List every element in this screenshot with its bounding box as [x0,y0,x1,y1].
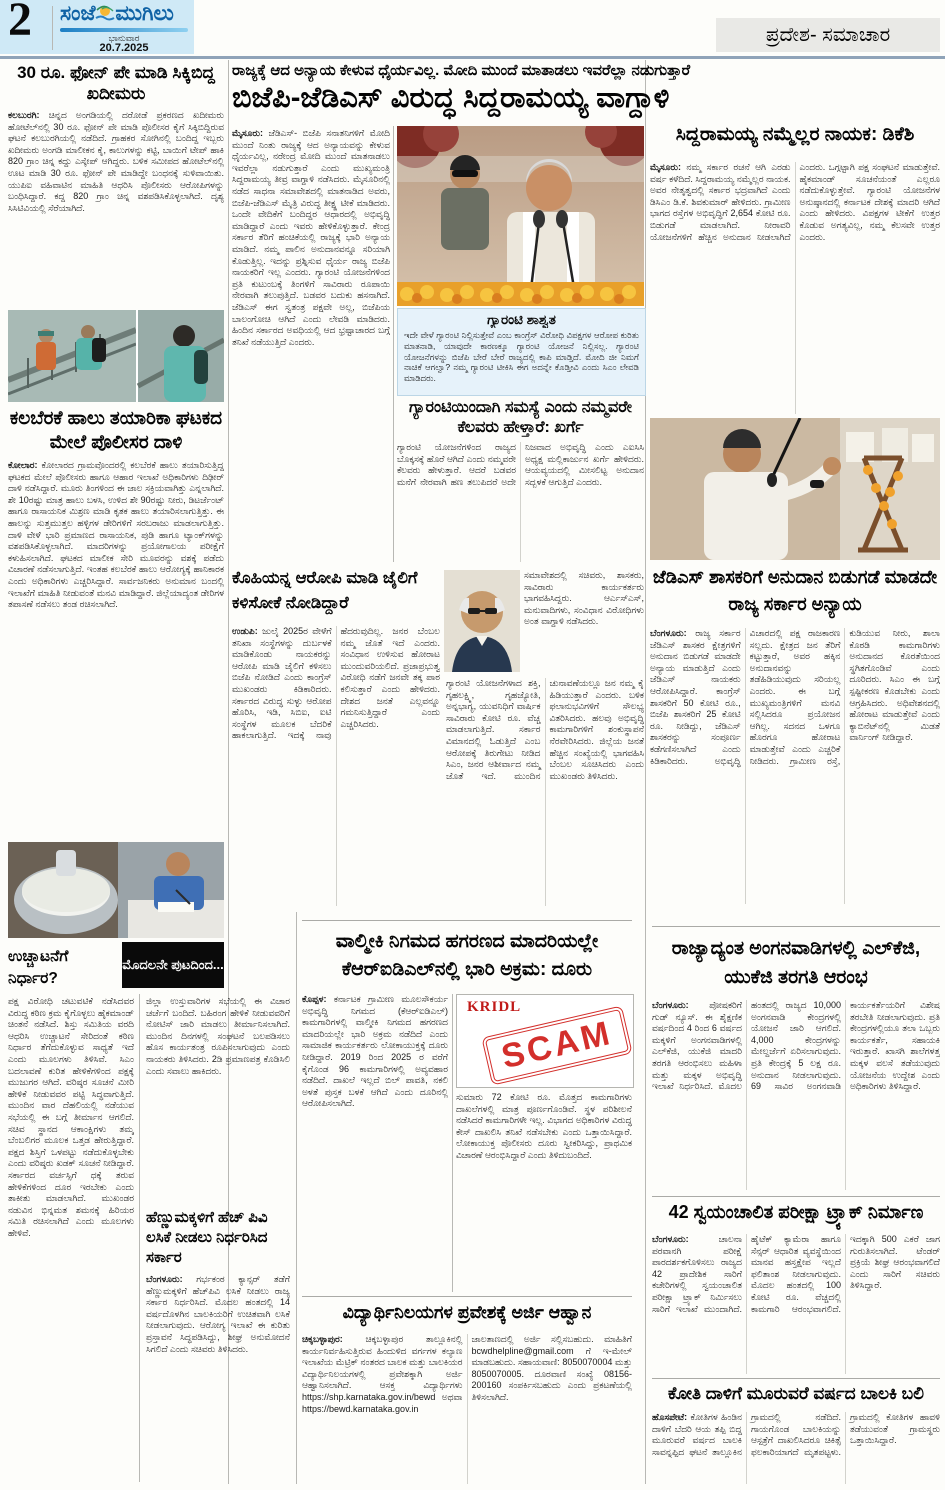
section-title: ಪ್ರದೇಶ- ಸಮಾಚಾರ [716,18,940,52]
hpv-dateline: ಬೆಂಗಳೂರು: [146,1274,197,1284]
milk-vat-inspection-photo [8,842,224,938]
page-number: 2 [8,0,32,46]
hpv-body [146,1274,290,1482]
track-headline: 42 ಸ್ವಯಂಚಾಲಿತ ಪರೀಕ್ಷಾ ಟ್ರ್ಯಾಕ್ ನಿರ್ಮಾಣ [668,1202,924,1222]
divider-monkey [652,1378,940,1379]
jds-dateline: ಬೆಂಗಳೂರು: [650,628,696,638]
kharge-text: ಜುಲೈ 2025ರ ವೇಳೆಗೆ ತನಿಖಾ ಸಂಸ್ಥೆಗಳನ್ನು ದುರ್ಬಳಕೆ ಮಾಡಿಕೊಂಡು ನಾಯಕರನ್ನು ಆರೋಪಿ ಮಾಡಿ ಜೈಲಿಗೆ ಕಳಿಸಲು ಬಿಜೆಪಿ ನೋಡಿದೆ ಎಂದು ಕಾಂಗ್ರೆಸ್ ಮುಖಂಡರು ಕಿಡಿಕಾರಿದರು. ಸರ್ಕಾರದ ವಿರುದ್ಧ ಸುಳ್ಳು ಆರೋಪ ಹೊರಿಸಿ, ಇಡಿ, ಸಿಬಿಐ, ಐಟಿ ಸಂಸ್ಥೆಗಳ ಮೂಲಕ ಬೆದರಿಕೆ ಹಾಕಲಾಗುತ್ತಿದೆ. ಇದಕ್ಕೆ ನಾವು ಹೆದರುವುದಿಲ್ಲ. ಜನರ ಬೆಂಬಲ ನಮ್ಮ ಜೊತೆ ಇದೆ ಎಂದರು. ಸಂವಿಧಾನ ಉಳಿಸುವ ಹೋರಾಟ ಮುಂದುವರಿಯಲಿದೆ. ಪ್ರಜಾಪ್ರಭುತ್ವ ವಿರೋಧಿ ನಡೆಗೆ ಜನವೇ ತಕ್ಕ ಪಾಠ ಕಲಿಸುತ್ತಾರೆ ಎಂದು ಹೇಳಿದರು. ದೇಶದ ಜನತೆ ಎಲ್ಲವನ್ನೂ ಗಮನಿಸುತ್ತಿದ್ದಾರೆ ಎಂದು ಎಚ್ಚರಿಸಿದರು. [232,626,440,741]
hpv-text: ಗರ್ಭಕಂಠ ಕ್ಯಾನ್ಸರ್ ತಡೆಗೆ ಹೆಣ್ಣುಮಕ್ಕಳಿಗೆ ಹೆಚ್‌ಪಿವಿ ಲಸಿಕೆ ನೀಡಲು ರಾಜ್ಯ ಸರ್ಕಾರ ನಿರ್ಧರಿಸಿದೆ. ಮೊದಲ ಹಂತದಲ್ಲಿ 14 ವರ್ಷದೊಳಗಿನ ಬಾಲಕಿಯರಿಗೆ ಉಚಿತವಾಗಿ ಲಸಿಕೆ ನೀಡಲಾಗುವುದು. ಆರೋಗ್ಯ ಇಲಾಖೆ ಈ ಕುರಿತು ಪ್ರಸ್ತಾವನೆ ಸಿದ್ಧಪಡಿಸಿದ್ದು, ಶೀಘ್ರ ಅನುಮೋದನೆ ಸಿಗಲಿದೆ ಎಂದು ಸಚಿವರು ತಿಳಿಸಿದರು. [146,1274,290,1354]
continued-label: ಮೊದಲನೇ ಪುಟದಿಂದ... [122,956,224,972]
jds-body [650,628,940,904]
date-label: 20.7.2025 [99,42,149,54]
hostel-dateline: ಚಿಕ್ಕಬಳ್ಳಾಪುರ: [302,1334,366,1344]
masthead-title [60,2,192,28]
jds-text: ರಾಜ್ಯ ಸರ್ಕಾರ ಜೆಡಿಎಸ್ ಶಾಸಕರ ಕ್ಷೇತ್ರಗಳಿಗೆ ಅನುದಾನ ಬಿಡುಗಡೆ ಮಾಡದೇ ಅನ್ಯಾಯ ಮಾಡುತ್ತಿದೆ ಎಂದು ಜೆಡಿಎಸ್ ನಾಯಕರು ಆರೋಪಿಸಿದ್ದಾರೆ. ಕಾಂಗ್ರೆಸ್ ಶಾಸಕರಿಗೆ 50 ಕೋಟಿ ರೂ., ಬಿಜೆಪಿ ಶಾಸಕರಿಗೆ 25 ಕೋಟಿ ರೂ. ನೀಡಿದ್ದು, ಜೆಡಿಎಸ್ ಶಾಸಕರನ್ನು ಸಂಪೂರ್ಣ ಕಡೆಗಣಿಸಲಾಗಿದೆ ಎಂದು ಕಿಡಿಕಾರಿದರು. ಅಭಿವೃದ್ಧಿ ವಿಚಾರದಲ್ಲಿ ಪಕ್ಷ ರಾಜಕಾರಣ ಸಲ್ಲದು. ಕ್ಷೇತ್ರದ ಜನ ತೆರಿಗೆ ಕಟ್ಟುತ್ತಾರೆ, ಅವರ ಹಕ್ಕಿನ ಅನುದಾನವನ್ನು ತಡೆಹಿಡಿಯುವುದು ಸರಿಯಲ್ಲ ಎಂದರು. ಈ ಬಗ್ಗೆ ಮುಖ್ಯಮಂತ್ರಿಗಳಿಗೆ ಮನವಿ ಸಲ್ಲಿಸಿದರೂ ಪ್ರಯೋಜನ ಆಗಿಲ್ಲ. ಸದನದ ಒಳಗೂ ಹೊರಗೂ ಹೋರಾಟ ಮಾಡುತ್ತೇವೆ ಎಂದು ಎಚ್ಚರಿಕೆ ನೀಡಿದರು. ಗ್ರಾಮೀಣ ರಸ್ತೆ, ಕುಡಿಯುವ ನೀರು, ಶಾಲಾ ಕೊಠಡಿ ಕಾಮಗಾರಿಗಳು ಅನುದಾನದ ಕೊರತೆಯಿಂದ ಸ್ಥಗಿತಗೊಂಡಿವೆ ಎಂದು ದೂರಿದರು. ಸಿಎಂ ಈ ಬಗ್ಗೆ ಸ್ಪಷ್ಟೀಕರಣ ಕೊಡಬೇಕು ಎಂದು ಆಗ್ರಹಿಸಿದರು. ಅಧಿವೇಶನದಲ್ಲಿ ಹೋರಾಟ ಮಾಡುತ್ತೇವೆ ಎಂದು ಕ್ಯಾಬಿನೆಟ್‌ನಲ್ಲಿ ಮಿಡತೆ ವಾರ್ನಿಂಗ್ ನೀಡಿದ್ದಾರೆ. [650,628,940,766]
continued-from-page-one-box [122,942,224,988]
photo-caption-box [397,308,646,396]
scam-stamp-icon: SCAM [481,1005,632,1085]
monkey-body [652,1412,940,1484]
milk-dateline: ಕೋಲಾರ: [8,460,42,470]
column-rule-lead [393,126,394,562]
hostel-body [302,1334,632,1484]
expulsion-col1: ಪಕ್ಷ ವಿರೋಧಿ ಚಟುವಟಿಕೆ ನಡೆಸಿದವರ ವಿರುದ್ಧ ಕಠಿಣ ಕ್ರಮ ಕೈಗೊಳ್ಳಲು ಹೈಕಮಾಂಡ್ ಚಿಂತನೆ ನಡೆಸಿದೆ. ಶಿಸ್ತು ಸಮಿತಿಯ ವರದಿ ಆಧರಿಸಿ ಉಚ್ಚಾಟನೆ ಸೇರಿದಂತೆ ಕಠಿಣ ನಿರ್ಧಾರ ತೆಗೆದುಕೊಳ್ಳುವ ಸಾಧ್ಯತೆ ಇದೆ ಎಂದು ಮೂಲಗಳು ತಿಳಿಸಿವೆ. ಸಿಎಂ ಬದಲಾವಣೆ ಕುರಿತ ಹೇಳಿಕೆಗಳಿಂದ ಪಕ್ಷಕ್ಕೆ ಮುಜುಗರ ಆಗಿದೆ. ವರಿಷ್ಠರ ಸೂಚನೆ ಮೀರಿ ಹೇಳಿಕೆ ನೀಡುವವರ ಪಟ್ಟಿ ಸಿದ್ಧವಾಗುತ್ತಿದೆ. ಮುಂದಿನ ವಾರ ದೆಹಲಿಯಲ್ಲಿ ನಡೆಯುವ ಸಭೆಯಲ್ಲಿ ಈ ಬಗ್ಗೆ ತೀರ್ಮಾನ ಆಗಲಿದೆ. ಸಚಿವ ಸ್ಥಾನದ ಆಕಾಂಕ್ಷಿಗಳು ತಮ್ಮ ಬೆಂಬಲಿಗರ ಮೂಲಕ ಒತ್ತಡ ಹೇರುತ್ತಿದ್ದಾರೆ. ಪಕ್ಷದ ಶಿಸ್ತಿಗೆ ಒಳಪಟ್ಟು ನಡೆದುಕೊಳ್ಳಬೇಕು ಎಂದು ವರಿಷ್ಠರು ಖಡಕ್ ಸೂಚನೆ ನೀಡಿದ್ದಾರೆ. ಸರ್ಕಾರದ ವರ್ಚಸ್ಸಿಗೆ ಧಕ್ಕೆ ತರುವ ಹೇಳಿಕೆಗಳಿಂದ ದೂರ ಇರಬೇಕು ಎಂದು ತಾಕೀತು ಮಾಡಲಾಗಿದೆ. ಮುಖಂಡರ ನಡುವಿನ ಭಿನ್ನಮತ ಶಮನಕ್ಕೆ ಹಿರಿಯರ ಸಮಿತಿ ರಚಿಸಲಾಗಿದೆ ಎಂದು ಮೂಲಗಳು ಹೇಳಿವೆ. [8,996,134,1238]
cctv-thieves-stairs-photo [8,310,224,402]
anganwadi-headline: ರಾಜ್ಯಾದ್ಯಂತ ಅಂಗನವಾಡಿಗಳಲ್ಲಿ ಎಲ್‌ಕೆಜಿ, ಯುಕೆಜಿ ತರಗತಿ ಆರಂಭ [671,938,921,988]
milk-body [8,460,224,838]
anganwadi-text: ಪೋಷಕರಿಗೆ ಗುಡ್ ನ್ಯೂಸ್. ಈ ಶೈಕ್ಷಣಿಕ ವರ್ಷದಿಂದ 4 ರಿಂದ 6 ವರ್ಷದ ಮಕ್ಕಳಿಗೆ ಅಂಗನವಾಡಿಗಳಲ್ಲಿ ಎಲ್‌ಕೆಜಿ, ಯುಕೆಜಿ ಮಾದರಿ ತರಗತಿ ಆರಂಭಿಸಲು ಮಹಿಳಾ ಮತ್ತು ಮಕ್ಕಳ ಅಭಿವೃದ್ಧಿ ಇಲಾಖೆ ನಿರ್ಧರಿಸಿದೆ. ಮೊದಲ ಹಂತದಲ್ಲಿ ರಾಜ್ಯದ 10,000 ಅಂಗನವಾಡಿ ಕೇಂದ್ರಗಳಲ್ಲಿ ಯೋಜನೆ ಜಾರಿ ಆಗಲಿದೆ. 4,000 ಕೇಂದ್ರಗಳನ್ನು ಮೇಲ್ದರ್ಜೆಗೆ ಏರಿಸಲಾಗುವುದು. ಪ್ರತಿ ಕೇಂದ್ರಕ್ಕೆ 5 ಲಕ್ಷ ರೂ. ಅನುದಾನ ನೀಡಲಾಗುವುದು. 69 ಸಾವಿರ ಅಂಗನವಾಡಿ ಕಾರ್ಯಕರ್ತೆಯರಿಗೆ ವಿಶೇಷ ತರಬೇತಿ ನೀಡಲಾಗುವುದು. ಪ್ರತಿ ಕೇಂದ್ರಗಳಲ್ಲಿಯೂ ತಲಾ ಒಬ್ಬರು ಕಾರ್ಯಕರ್ತೆ, ಸಹಾಯಕಿ ಇರುತ್ತಾರೆ. ಖಾಸಗಿ ಶಾಲೆಗಳತ್ತ ಮಕ್ಕಳ ವಲಸೆ ತಡೆಯುವುದು ಯೋಜನೆಯ ಉದ್ದೇಶ ಎಂದು ಅಧಿಕಾರಿಗಳು ತಿಳಿಸಿದ್ದಾರೆ. [652,1000,940,1092]
track-dateline: ಬೆಂಗಳೂರು: [652,1234,719,1244]
divider-hostel [302,1296,632,1297]
kharge-portrait-photo [444,570,520,672]
lead-kicker: ರಾಜ್ಯಕ್ಕೆ ಆದ ಅನ್ಯಾಯ ಕೇಳುವ ಧೈರ್ಯವಿಲ್ಲ. ಮೋದಿ ಮುಂದೆ ಮಾತಾಡಲು ಇವರೆಲ್ಲಾ ನಡುಗುತ್ತಾರೆ [232,62,691,79]
phonepe-headline: 30 ರೂ. ಫೋನ್ ಪೇ ಮಾಡಿ ಸಿಕ್ಕಿಬಿದ್ದ ಖದೀಮರು [17,63,215,103]
hpv-headline: ಹೆಣ್ಣುಮಕ್ಕಳಿಗೆ ಹೆಚ್ ಪಿವಿ ಲಸಿಕೆ ನೀಡಲು ನಿರ್ಧರಿಸಿದ ಸರ್ಕಾರ [146,1209,268,1266]
column-rule-right [645,60,646,1484]
dks-body [650,162,940,414]
divider-kridl [302,920,632,921]
lead-headline: ಬಿಜೆಪಿ-ಜೆಡಿಎಸ್ ವಿರುದ್ಧ ಸಿದ್ದರಾಮಯ್ಯ ವಾಗ್ದಾಳಿ [232,82,670,114]
lead-text-left: ಜೆಡಿಎಸ್- ಬಿಜೆಪಿ ಸನಾತನಿಗಳಿಗೆ ಮೋದಿ ಮುಂದೆ ನಿಂತು ರಾಜ್ಯಕ್ಕೆ ಆದ ಅನ್ಯಾಯವನ್ನು ಕೇಳುವ ಧೈರ್ಯವಿಲ್ಲ, ನರೇಂದ್ರ ಮೋದಿ ಮುಂದೆ ಮಾತನಾಡಲು ಇವರೆಲ್ಲಾ ನಡುಗುತ್ತಾರೆ ಎಂದು ಮುಖ್ಯಮಂತ್ರಿ ಸಿದ್ದರಾಮಯ್ಯ ತೀವ್ರ ವಾಗ್ದಾಳಿ ನಡೆಸಿದರು. ಮೈಸೂರಿನಲ್ಲಿ ನಡೆದ ಸಾಧನಾ ಸಮಾವೇಶದಲ್ಲಿ ಮಾತನಾಡಿದ ಅವರು, ಬಿಜೆಪಿ-ಜೆಡಿಎಸ್ ಮೈತ್ರಿ ವಿರುದ್ಧ ತೀಕ್ಷ್ಣ ಟೀಕೆ ಮಾಡಿದರು. ಒಂದೇ ವೇದಿಕೆಗೆ ಬಂದಿದ್ದರ ಆಧಾರದಲ್ಲಿ ಅಭಿವೃದ್ಧಿ ಮಾಡಿದ್ದಾರೆ ಎಂದು ಇವರು ಹೇಳಿಕೊಳ್ಳುತ್ತಾರೆ. ಕೇಂದ್ರ ಸರ್ಕಾರ ತೆರಿಗೆ ಹಂಚಿಕೆಯಲ್ಲಿ ರಾಜ್ಯಕ್ಕೆ ಭಾರಿ ಅನ್ಯಾಯ ಮಾಡಿದೆ. ನಮ್ಮ ಪಾಲಿನ ಅನುದಾನವನ್ನೂ ಸರಿಯಾಗಿ ಕೊಡುತ್ತಿಲ್ಲ. ಇದನ್ನು ಪ್ರಶ್ನಿಸುವ ಧೈರ್ಯ ರಾಜ್ಯ ಬಿಜೆಪಿ ನಾಯಕರಿಗೆ ಇಲ್ಲ ಎಂದರು. ಗ್ಯಾರಂಟಿ ಯೋಜನೆಗಳಿಂದ ಪ್ರತಿ ಕುಟುಂಬಕ್ಕೆ ತಿಂಗಳಿಗೆ ಸಾವಿರಾರು ರೂಪಾಯಿ ನೇರವಾಗಿ ತಲುಪುತ್ತಿದೆ. ಬಡವರ ಬದುಕು ಹಸನಾಗಿದೆ. ಜೆಡಿಎಸ್ ಈಗ ಸ್ವತಂತ್ರ ಪಕ್ಷವೇ ಅಲ್ಲ, ಬಿಜೆಪಿಯ ಬಾಲಂಗೋಚಿ ಆಗಿದೆ ಎಂದು ಲೇವಡಿ ಮಾಡಿದರು. ಹಿಂದಿನ ಸರ್ಕಾರದ ಅವಧಿಯಲ್ಲಿ ಆದ ಭ್ರಷ್ಟಾಚಾರದ ಬಗ್ಗೆ ತನಿಖೆ ನಡೆಯುತ್ತಿದೆ ಎಂದರು. [232,128,390,347]
kharge-subhead: ಗ್ಯಾರಂಟಿಯಿಂದಾಗಿ ಸಮಸ್ಯೆ ಎಂದು ನಮ್ಮವರೇ ಕೆಲವರು ಹೇಳ್ತಾರೆ: ಖರ್ಗೆ [409,399,632,436]
kharge-dateline: ಉಡುಪಿ: [232,626,263,636]
kridl-colB: ಸುಮಾರು 72 ಕೋಟಿ ರೂ. ಮೊತ್ತದ ಕಾಮಗಾರಿಗಳು ದಾಖಲೆಗಳಲ್ಲಿ ಮಾತ್ರ ಪೂರ್ಣಗೊಂಡಿವೆ. ಸ್ಥಳ ಪರಿಶೀಲನೆ ನಡೆಸಿದರೆ ಕಾಮಗಾರಿಗಳೇ ಇಲ್ಲ. ವಿಭಾಗದ ಅಧಿಕಾರಿಗಳ ವಿರುದ್ಧ ಕೇಸ್ ದಾಖಲಿಸಿ ತನಿಖೆ ನಡೆಸಬೇಕು ಎಂದು ಒತ್ತಾಯಿಸಿದ್ದಾರೆ. ಲೋಕಾಯುಕ್ತ ಪೊಲೀಸರು ದೂರು ಸ್ವೀಕರಿಸಿದ್ದು, ಪ್ರಾಥಮಿಕ ವಿಚಾರಣೆ ಆರಂಭಿಸಿದ್ದಾರೆ ಎಂದು ತಿಳಿದುಬಂದಿದೆ. [456,1092,632,1160]
masthead-scene-icon [95,4,115,22]
kridl-textA: ಕರ್ನಾಟಕ ಗ್ರಾಮೀಣ ಮೂಲಸೌಕರ್ಯ ಅಭಿವೃದ್ಧಿ ನಿಗಮದ (ಕೆಆರ್‌ಐಡಿಎಲ್) ಕಾಮಗಾರಿಗಳಲ್ಲಿ ವಾಲ್ಮೀಕಿ ನಿಗಮದ ಹಗರಣದ ಮಾದರಿಯಲ್ಲೇ ಭಾರಿ ಅಕ್ರಮ ನಡೆದಿದೆ ಎಂದು ಸಾಮಾಜಿಕ ಕಾರ್ಯಕರ್ತರು ಲೋಕಾಯುಕ್ತಕ್ಕೆ ದೂರು ನೀಡಿದ್ದಾರೆ. 2019 ರಿಂದ 2025 ರ ವರೆಗೆ ಕೈಗೊಂಡ 96 ಕಾಮಗಾರಿಗಳಲ್ಲಿ ಅವ್ಯವಹಾರ ನಡೆದಿದೆ. ದಾಖಲೆ ಇಲ್ಲದೆ ಬಿಲ್ ಪಾವತಿ, ನಕಲಿ ಅಳತೆ ಪುಸ್ತಕ ಬಳಕೆ ಆಗಿದೆ ಎಂದು ದೂರಿನಲ್ಲಿ ಆರೋಪಿಸಲಾಗಿದೆ. [302,994,448,1109]
phonepe-dateline: ಕಲಬುರಗಿ: [8,110,49,120]
milk-text: ಕೋಲಾರದ ಗ್ರಾಮವೊಂದರಲ್ಲಿ ಕಲಬೆರಕೆ ಹಾಲು ತಯಾರಿಸುತ್ತಿದ್ದ ಘಟಕದ ಮೇಲೆ ಪೊಲೀಸರು ಹಾಗೂ ಆಹಾರ ಇಲಾಖೆ ಅಧಿಕಾರಿಗಳು ದಿಢೀರ್ ದಾಳಿ ನಡೆಸಿದ್ದಾರೆ. ಮೂರು ತಿಂಗಳಿಂದ ಈ ಜಾಲ ಸಕ್ರಿಯವಾಗಿತ್ತು ಎನ್ನಲಾಗಿದೆ. ಶೇ 10ರಷ್ಟು ಮಾತ್ರ ಹಾಲು ಬಳಸಿ, ಉಳಿದ ಶೇ 90ರಷ್ಟು ನೀರು, ಡಿಟರ್ಜೆಂಟ್ ಹಾಗೂ ರಾಸಾಯನಿಕ ಮಿಶ್ರಣ ಮಾಡಿ ಕೃತಕ ಹಾಲು ತಯಾರಿಸಲಾಗುತ್ತಿತ್ತು. ಈ ಹಾಲನ್ನು ಸುತ್ತಮುತ್ತಲ ಹಳ್ಳಿಗಳ ಡೇರಿಗಳಿಗೆ ಸರಬರಾಜು ಮಾಡಲಾಗುತ್ತಿತ್ತು. ದಾಳಿ ವೇಳೆ ಭಾರಿ ಪ್ರಮಾಣದ ರಾಸಾಯನಿಕ, ಪುಡಿ ಹಾಗೂ ಟ್ಯಾಂಕ್‌ಗಳನ್ನು ವಶಪಡಿಸಿಕೊಳ್ಳಲಾಗಿದೆ. ಮಾದರಿಗಳನ್ನು ಪ್ರಯೋಗಾಲಯ ಪರೀಕ್ಷೆಗೆ ಕಳುಹಿಸಲಾಗಿದೆ. ಘಟಕದ ಮಾಲೀಕ ಸೇರಿ ಮೂವರನ್ನು ವಶಕ್ಕೆ ಪಡೆದು ವಿಚಾರಣೆ ನಡೆಸಲಾಗುತ್ತಿದೆ. ಇಂತಹ ಕಲಬೆರಕೆ ಹಾಲು ಆರೋಗ್ಯಕ್ಕೆ ಹಾನಿಕಾರಕ ಎಂದು ಅಧಿಕಾರಿಗಳು ಎಚ್ಚರಿಸಿದ್ದಾರೆ. ಸಾರ್ವಜನಿಕರು ಅನುಮಾನ ಬಂದಲ್ಲಿ ಇಲಾಖೆಗೆ ಮಾಹಿತಿ ನೀಡುವಂತೆ ಮನವಿ ಮಾಡಿದ್ದಾರೆ. ಜಿಲ್ಲೆಯಾದ್ಯಂತ ಡೇರಿಗಳ ತಪಾಸಣೆ ನಡೆಸಲು ತಂಡ ರಚಿಸಲಾಗಿದೆ. [8,460,224,610]
dks-text: ನಮ್ಮ ಸರ್ಕಾರ ರಚನೆ ಆಗಿ ಎರಡು ವರ್ಷ ಕಳೆದಿದೆ. ಸಿದ್ದರಾಮಯ್ಯ ನಮ್ಮೆಲ್ಲರ ನಾಯಕ. ಅವರ ನೇತೃತ್ವದಲ್ಲಿ ಸರ್ಕಾರ ಭದ್ರವಾಗಿದೆ ಎಂದು ಡಿಸಿಎಂ ಡಿ.ಕೆ. ಶಿವಕುಮಾರ್ ಹೇಳಿದರು. ಗ್ರಾಮೀಣ ಭಾಗದ ರಸ್ತೆಗಳ ಅಭಿವೃದ್ಧಿಗೆ 2,654 ಕೋಟಿ ರೂ. ಬಿಡುಗಡೆ ಮಾಡಲಾಗಿದೆ. ನೀರಾವರಿ ಯೋಜನೆಗಳಿಗೆ ಹೆಚ್ಚಿನ ಅನುದಾನ ನೀಡಲಾಗಿದೆ ಎಂದರು. ಒಗ್ಗಟ್ಟಾಗಿ ಪಕ್ಷ ಸಂಘಟನೆ ಮಾಡುತ್ತೇವೆ. ಹೈಕಮಾಂಡ್ ಸೂಚನೆಯಂತೆ ಎಲ್ಲರೂ ನಡೆದುಕೊಳ್ಳುತ್ತೇವೆ. ಗ್ಯಾರಂಟಿ ಯೋಜನೆಗಳ ಅನುಷ್ಠಾನದಲ್ಲಿ ಕರ್ನಾಟಕ ದೇಶಕ್ಕೆ ಮಾದರಿ ಆಗಿದೆ ಎಂದು ಹೇಳಿದರು. ವಿಪಕ್ಷಗಳ ಟೀಕೆಗೆ ಉತ್ತರ ಕೊಡುವ ಅಗತ್ಯವಿಲ್ಲ, ನಮ್ಮ ಕೆಲಸವೇ ಉತ್ತರ ಎಂದರು. [650,162,940,242]
divider-anganwadi [652,926,940,927]
expulsion-headline: ಉಚ್ಚಾಟನೆಗೆ ನಿರ್ಧಾರ? [8,948,69,987]
siddaramaiah-speaking-photo [397,126,644,306]
anganwadi-dateline: ಬೆಂಗಳೂರು: [652,1000,710,1010]
header-divider [52,6,53,50]
shivakumar-gesture-photo [650,418,940,560]
hostel-headline: ವಿದ್ಯಾರ್ಥಿನಿಲಯಗಳ ಪ್ರವೇಶಕ್ಕೆ ಅರ್ಜಿ ಆಹ್ವಾನ [342,1302,592,1322]
phonepe-text: ಚಿನ್ನದ ಅಂಗಡಿಯಲ್ಲಿ ದರೋಡೆ ಪ್ರಕರಣದ ಖದೀಮರು ಹೋಟೆಲ್‌ನಲ್ಲಿ 30 ರೂ. ಫೋನ್ ಪೇ ಮಾಡಿ ಪೊಲೀಸರ ಕೈಗೆ ಸಿಕ್ಕಿಬಿದ್ದಿರುವ ಘಟನೆ ಕಲಬುರಗಿಯಲ್ಲಿ ನಡೆದಿದೆ. ಗ್ರಾಹಕರ ಸೋಗಿನಲ್ಲಿ ಬಂದಿದ್ದ ಇಬ್ಬರು ಖದೀಮರು ಅಂಗಡಿ ಮಾಲೀಕನ ಕೈ, ಕಾಲುಗಳನ್ನು ಕಟ್ಟಿ, ಬಾಯಿಗೆ ಟೇಪ್ ಹಾಕಿ 820 ಗ್ರಾಂ ಚಿನ್ನ ಕದ್ದು ಎಸ್ಕೇಪ್ ಆಗಿದ್ದರು. ಬಳಿಕ ಸಮೀಪದ ಹೋಟೆಲ್‌ನಲ್ಲಿ ಊಟ ಮಾಡಿ 30 ರೂ. ಫೋನ್ ಪೇ ಮಾಡಿದ್ದೇ ಬಂಧನಕ್ಕೆ ಸುಳಿವಾಯಿತು. ಯುಪಿಐ ವಹಿವಾಟಿನ ಮಾಹಿತಿ ಆಧರಿಸಿ ಪೊಲೀಸರು ಆರೋಪಿಗಳನ್ನು ಬಂಧಿಸಿದ್ದಾರೆ. ಕದ್ದ 820 ಗ್ರಾಂ ಚಿನ್ನ ವಶಪಡಿಸಿಕೊಳ್ಳಲಾಗಿದೆ. ದೃಶ್ಯ ಸಿಸಿಟಿವಿಯಲ್ಲಿ ಸೆರೆಯಾಗಿದೆ. [8,110,224,213]
column-rule-bottomleft [139,994,140,1482]
lead-body-right: ಗ್ಯಾರಂಟಿ ಯೋಜನೆಗಳಾದ ಶಕ್ತಿ, ಗೃಹಲಕ್ಷ್ಮಿ, ಗೃಹಜ್ಯೋತಿ, ಅನ್ನಭಾಗ್ಯ, ಯುವನಿಧಿಗೆ ವಾರ್ಷಿಕ ಸಾವಿರಾರು ಕೋಟಿ ರೂ. ವೆಚ್ಚ ಮಾಡಲಾಗುತ್ತಿದೆ. ಸರ್ಕಾರ ವಿಮಾನದಲ್ಲಿ ಓಡುತ್ತಿದೆ ಎಂಬ ಆರೋಪಕ್ಕೆ ತಿರುಗೇಟು ನೀಡಿದ ಸಿಎಂ, ಜನರ ಆಶೀರ್ವಾದ ನಮ್ಮ ಜೊತೆ ಇದೆ. ಮುಂದಿನ ಚುನಾವಣೆಯಲ್ಲೂ ಜನ ನಮ್ಮ ಕೈ ಹಿಡಿಯುತ್ತಾರೆ ಎಂದರು. ಬಳಿಕ ಫಲಾನುಭವಿಗಳಿಗೆ ಸೌಲಭ್ಯ ವಿತರಿಸಿದರು. ಹಲವು ಅಭಿವೃದ್ಧಿ ಕಾಮಗಾರಿಗಳಿಗೆ ಶಂಕುಸ್ಥಾಪನೆ ನೆರವೇರಿಸಿದರು. ಜಿಲ್ಲೆಯ ಜನತೆ ಹೆಚ್ಚಿನ ಸಂಖ್ಯೆಯಲ್ಲಿ ಭಾಗವಹಿಸಿ ಬೆಂಬಲ ಸೂಚಿಸಿದರು ಎಂದು ಮುಖಂಡರು ತಿಳಿಸಿದರು. [446,678,644,781]
milk-headline: ಕಲಬೆರಕೆ ಹಾಲು ತಯಾರಿಕಾ ಘಟಕದ ಮೇಲೆ ಪೊಲೀಸರ ದಾಳಿ [9,407,223,452]
expulsion-col2: ಜಿಲ್ಲಾ ಉಸ್ತುವಾರಿಗಳ ಸಭೆಯಲ್ಲಿ ಈ ವಿಚಾರ ಚರ್ಚೆಗೆ ಬಂದಿದೆ. ಬಹಿರಂಗ ಹೇಳಿಕೆ ನೀಡುವವರಿಗೆ ನೋಟಿಸ್ ಜಾರಿ ಮಾಡಲು ತೀರ್ಮಾನಿಸಲಾಗಿದೆ. ಮುಂದಿನ ದಿನಗಳಲ್ಲಿ ಸಂಘಟನೆ ಬಲಪಡಿಸಲು ಹೊಸ ಕಾರ್ಯತಂತ್ರ ರೂಪಿಸಲಾಗುವುದು ಎಂದು ನಾಯಕರು ತಿಳಿಸಿದರು. 2ಡಿ ಪ್ರಮಾಣಪತ್ರ ಕೊಡಿಸಿಲಿ ಎಂದು ಸವಾಲು ಹಾಕಿದರು. [146,996,290,1076]
jds-headline: ಜೆಡಿಎಸ್ ಶಾಸಕರಿಗೆ ಅನುದಾನ ಬಿಡುಗಡೆ ಮಾಡದೇ ರಾಜ್ಯ ಸರ್ಕಾರ ಅನ್ಯಾಯ [652,567,938,614]
dks-dateline: ಮೈಸೂರು: [650,162,687,172]
lead-dateline: ಮೈಸೂರು: [232,128,269,138]
monkey-text: ಕೋತಿಗಳ ಹಿಂಡಿನ ದಾಳಿಗೆ ಬೆದರಿ ಆಯ ತಪ್ಪಿ ಬಿದ್ದ ಮೂರುವರೆ ವರ್ಷದ ಬಾಲಕಿ ಸಾವನ್ನಪ್ಪಿದ ಘಟನೆ ತಾಲ್ಲೂಕಿನ ಗ್ರಾಮದಲ್ಲಿ ನಡೆದಿದೆ. ಗಾಯಗೊಂಡ ಬಾಲಕಿಯನ್ನು ಆಸ್ಪತ್ರೆಗೆ ದಾಖಲಿಸಿದರೂ ಚಿಕಿತ್ಸೆ ಫಲಕಾರಿಯಾಗದೆ ಮೃತಪಟ್ಟಳು. ಗ್ರಾಮದಲ್ಲಿ ಕೋತಿಗಳ ಹಾವಳಿ ತಡೆಯುವಂತೆ ಗ್ರಾಮಸ್ಥರು ಒತ್ತಾಯಿಸಿದ್ದಾರೆ. [652,1412,940,1457]
monkey-dateline: ಹೊಸಪೇಟೆ: [652,1412,691,1422]
dks-headline: ಸಿದ್ದರಾಮಯ್ಯ ನಮ್ಮೆಲ್ಲರ ನಾಯಕ: ಡಿಕೆಶಿ [675,124,915,145]
kridl-scam-graphic [456,994,634,1088]
column-rule-kridl [452,994,453,1292]
track-text: ಚಾಲನಾ ಪರವಾನಗಿ ಪರೀಕ್ಷೆ ಪಾರದರ್ಶಕಗೊಳಿಸಲು ರಾಜ್ಯದ 42 ಪ್ರಾದೇಶಿಕ ಸಾರಿಗೆ ಕಚೇರಿಗಳಲ್ಲಿ ಸ್ವಯಂಚಾಲಿತ ಪರೀಕ್ಷಾ ಟ್ರ್ಯಾಕ್ ನಿರ್ಮಿಸಲು ಸಾರಿಗೆ ಇಲಾಖೆ ಮುಂದಾಗಿದೆ. ಹೈಟೆಕ್ ಕ್ಯಾಮೆರಾ ಹಾಗೂ ಸೆನ್ಸರ್ ಆಧಾರಿತ ವ್ಯವಸ್ಥೆಯಿಂದ ಮಾನವ ಹಸ್ತಕ್ಷೇಪ ಇಲ್ಲದೆ ಫಲಿತಾಂಶ ನೀಡಲಾಗುವುದು. ಮೊದಲ ಹಂತದಲ್ಲಿ 100 ಕೋಟಿ ರೂ. ವೆಚ್ಚದಲ್ಲಿ ಕಾಮಗಾರಿ ಆರಂಭವಾಗಲಿದೆ. ಇದಕ್ಕಾಗಿ 500 ಎಕರೆ ಜಾಗ ಗುರುತಿಸಲಾಗಿದೆ. ಟೆಂಡರ್ ಪ್ರಕ್ರಿಯೆ ಶೀಘ್ರ ಆರಂಭವಾಗಲಿದೆ ಎಂದು ಸಾರಿಗೆ ಸಚಿವರು ತಿಳಿಸಿದ್ದಾರೆ. [652,1234,940,1314]
column-rule-left [228,60,229,1484]
masthead-word-1: ಸಂಜೆ [60,2,96,25]
hostel-text: ಚಿಕ್ಕಬಳ್ಳಾಪುರ ತಾಲ್ಲೂಕಿನಲ್ಲಿ ಕಾರ್ಯನಿರ್ವಹಿಸುತ್ತಿರುವ ಹಿಂದುಳಿದ ವರ್ಗಗಳ ಕಲ್ಯಾಣ ಇಲಾಖೆಯ ಮೆಟ್ರಿಕ್ ನಂತರದ ಬಾಲಕ ಮತ್ತು ಬಾಲಕಿಯರ ವಿದ್ಯಾರ್ಥಿನಿಲಯಗಳಲ್ಲಿ ಪ್ರವೇಶಕ್ಕಾಗಿ ಅರ್ಜಿ ಆಹ್ವಾನಿಸಲಾಗಿದೆ. ಆಸಕ್ತ ವಿದ್ಯಾರ್ಥಿಗಳು https://shp.karnataka.gov.in/bewd ಅಥವಾ https://bewd.karnataka.gov.in ಜಾಲತಾಣದಲ್ಲಿ ಅರ್ಜಿ ಸಲ್ಲಿಸಬಹುದು. ಮಾಹಿತಿಗೆ bcwdhelpline@gmail.com ಗೆ ಇ-ಮೇಲ್ ಮಾಡಬಹುದು. ಸಹಾಯವಾಣಿ: 8050070004 ಮತ್ತು 8050070005. ದೂರವಾಣಿ ಸಂಖ್ಯೆ 08156-200160 ಸಂಪರ್ಕಿಸಬಹುದು ಎಂದು ಪ್ರಕಟಣೆಯಲ್ಲಿ ತಿಳಿಸಲಾಗಿದೆ. [302,1334,632,1414]
divider-track [652,1196,940,1197]
column-rule-bottom2 [296,912,297,1484]
weekday-label: ಭಾನುವಾರ [108,33,140,43]
caption-body: ಇದೇ ವೇಳೆ ಗ್ಯಾರಂಟಿ ನಿಲ್ಲಿಸುತ್ತೇವೆ ಎಂಬ ಕಾಂಗ್ರೆಸ್ ವಿರೋಧಿ ವಿಪಕ್ಷಗಳ ಆರೋಪ ಕುರಿತು ಮಾತನಾಡಿ, ಯಾವುದೇ ಕಾರಣಕ್ಕೂ ಗ್ಯಾರಂಟಿ ಯೋಜನೆ ನಿಲ್ಲಿಸಲ್ಲ. ಗ್ಯಾರಂಟಿ ಯೋಜನೆಗಳನ್ನು ಬಿಜೆಪಿ ಬೇರೆ ಬೇರೆ ರಾಜ್ಯದಲ್ಲಿ ಕಾಪಿ ಮಾಡ್ತಿದೆ. ಮೋದಿ ಜೀ ನಿಮಗೆ ನಾಚಿಕೆ ಆಗಲ್ವಾ? ನಮ್ಮ ಗ್ಯಾರಂಟಿ ಟೀಕಿಸಿ ಈಗ ಅದನ್ನೇ ಕೊಡ್ತೀವಿ ಎಂದು ಸಿಎಂ ಲೇವಡಿ ಮಾಡಿದರು. [404,330,639,384]
masthead-word-2: ಮುಗಿಲು [115,2,174,25]
anganwadi-body [652,1000,940,1190]
track-body [652,1234,940,1374]
kharge-headline: ಕೊಹಿಯನ್ನ ಆರೋಪಿ ಮಾಡಿ ಜೈಲಿಗೆ ಕಳಿಸೋಕೆ ನೋಡಿದ್ದಾರೆ [232,569,418,612]
lead-body-mid: ಗ್ಯಾರಂಟಿ ಯೋಜನೆಗಳಿಂದ ರಾಜ್ಯದ ಬೊಕ್ಕಸಕ್ಕೆ ಹೊರೆ ಆಗಿದೆ ಎಂದು ನಮ್ಮವರೇ ಕೆಲವರು ಹೇಳುತ್ತಾರೆ. ಆದರೆ ಬಡವರ ಮನೆಗೆ ನೇರವಾಗಿ ಹಣ ತಲುಪಿದರೆ ಅದೇ ನಿಜವಾದ ಅಭಿವೃದ್ಧಿ ಎಂದು ಎಐಸಿಸಿ ಅಧ್ಯಕ್ಷ ಮಲ್ಲಿಕಾರ್ಜುನ ಖರ್ಗೆ ಹೇಳಿದರು. ಆಯವ್ಯಯದಲ್ಲಿ ಮೀಸಲಿಟ್ಟ ಅನುದಾನ ಸದ್ಬಳಕೆ ಆಗುತ್ತಿದೆ ಎಂದರು. [397,442,644,487]
masthead-underline [60,28,188,32]
kridl-dateline: ಕೊಪ್ಪಳ: [302,994,334,1004]
lead-body-left [232,128,390,562]
phonepe-body [8,110,224,306]
monkey-headline: ಕೋತಿ ದಾಳಿಗೆ ಮೂರುವರೆ ವರ್ಷದ ಬಾಲಕಿ ಬಲಿ [667,1384,924,1403]
header-rule [0,56,945,59]
scam-kridl-label: KRIDL [467,999,522,1015]
kharge-body [232,626,440,906]
caption-title: ಗ್ಯಾರಂಟಿ ಶಾಶ್ವತ [487,312,556,327]
lead-body-side: ಸಮಾವೇಶದಲ್ಲಿ ಸಚಿವರು, ಶಾಸಕರು, ಸಾವಿರಾರು ಕಾರ್ಯಕರ್ತರು ಭಾಗವಹಿಸಿದ್ದರು. ಆರ್ಎಸ್ಎಸ್, ಮನುವಾದಿಗಳು, ಸಂವಿಧಾನ ವಿರೋಧಿಗಳು ಅಂತ ವಾಗ್ದಾಳಿ ನಡೆಸಿದರು. [524,570,644,627]
kridl-colA [302,994,448,1290]
kridl-headline: ವಾಲ್ಮೀಕಿ ನಿಗಮದ ಹಗರಣದ ಮಾದರಿಯಲ್ಲೇ ಕೆಆರ್‌ಐಡಿಎಲ್‌ನಲ್ಲಿ ಭಾರಿ ಅಕ್ರಮ: ದೂರು [335,931,599,980]
